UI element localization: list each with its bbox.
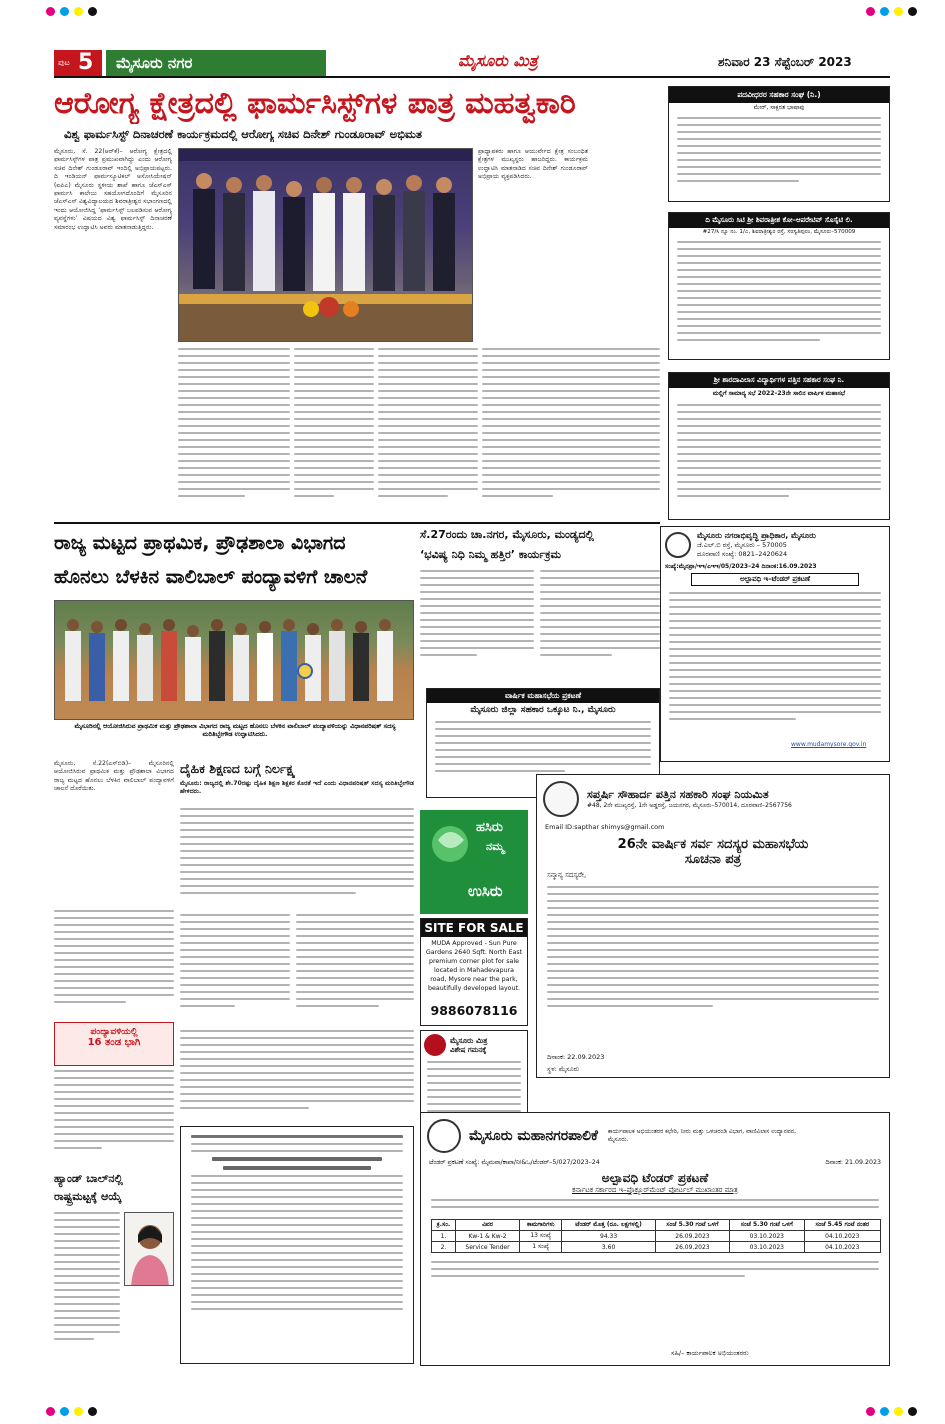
- lead-column-2: [478, 148, 588, 342]
- portrait-illustration: [125, 1213, 174, 1286]
- muda-address: ಜೆ.ಎಲ್.ಬಿ ರಸ್ತೆ, ಮೈಸೂರು – 570005: [697, 541, 787, 549]
- table-cell: 2.: [432, 1242, 456, 1253]
- table-header-cell: ಸಂಜೆ 5.30 ಗಂಟೆ ಒಳಗೆ: [730, 1220, 804, 1231]
- site-for-sale-ad: [420, 918, 528, 1026]
- page-tag: ಪುಟ: [58, 58, 70, 67]
- mcc-title: ಮೈಸೂರು ಮಹಾನಗರಪಾಲಿಕೆ: [469, 1128, 598, 1144]
- table-cell: 04.10.2023: [804, 1242, 880, 1253]
- tournament-box: [54, 1022, 174, 1066]
- paper-name: ಮೈಸೂರು ಮಿತ್ರ: [458, 51, 538, 70]
- mcc-footer-text: [421, 1255, 889, 1288]
- table-header-cell: ಟೆಂಡರ್ ಮೊತ್ತ (ರೂ. ಲಕ್ಷಗಳಲ್ಲಿ): [562, 1220, 655, 1231]
- police-society-ad: [180, 1126, 414, 1364]
- physical-ed-lead: ಮೈಸೂರು: ರಾಜ್ಯದಲ್ಲಿ ಶೇ.70ರಷ್ಟು ದೈಹಿಕ ಶಿಕ್ಷಣ ಶಿಕ್ಷಕರ ಕೊರತೆ ಇದೆ ಎಂದು ವಿಧಾನಪರಿಷತ್ ಸದಸ್ಯ ಮರಿತಿಬ್ಬೇಗೌಡ ಹೇಳಿದರು.: [180, 780, 414, 796]
- mitra-note: ವಿಶೇಷ ಗಮನಕ್ಕೆ: [450, 1045, 487, 1054]
- lead-column-1: ಮೈಸೂರು, ಸೆ. 22(ಆರ್‌ಕೆ)– ಆರೋಗ್ಯ ಕ್ಷೇತ್ರದಲ್ಲಿ ಫಾರ್ಮಸಿಸ್ಟ್‌ಗಳ ಪಾತ್ರ ಪ್ರಮುಖವಾಗಿದ್ದು ಎಂದು ಆರೋಗ್ಯ ಸಚಿವ ದಿನೇಶ್ ಗುಂಡೂರಾವ್ ಇಂದಿಲ್ಲಿ ಅಭಿಪ್ರಾಯಪಟ್ಟರು. ದಿ ಇಂಡಿಯನ್ ಫಾರ್ಮಸ್ಯೂಟಿಕಲ್ ಅಸೋಸಿಯೇಷನ್ (ಐಪಿಎ) ಮೈಸೂರು ಸ್ಥಳೀಯ ಶಾಖೆ ಹಾಗೂ ಜೆಎಸ್‌ಎಸ್ ಫಾರ್ಮಸಿ ಕಾಲೇಜು ಸಹಯೋಗದೊಂದಿಗೆ ಮೈಸೂರಿನ ಜೆಎಸ್‌ಎಸ್ ವಿಶ್ವವಿದ್ಯಾಲಯದ ಶಿವರಾತ್ರೀಶ್ವರ ಸಭಾಂಗಣದಲ್ಲಿ ಇಂದು ಆಯೋಜಿಸಿದ್ದ ‘ಫಾರ್ಮಸಿಸ್ಟ್ ಬಲಪಡಿಸುವ ಆರೋಗ್ಯ ವ್ಯವಸ್ಥೆಗಳು’ ವಿಷಯದ ವಿಶ್ವ ಫಾರ್ಮಸಿಸ್ಟ್ ದಿನಾಚರಣೆ ಸಮಾರಂಭ ಉದ್ಘಾಟಿಸಿ ಅವರು ಮಾತನಾಡುತ್ತಿದ್ದರು.: [54, 148, 172, 231]
- registration-marks-bottom: [6, 1406, 939, 1418]
- table-cell: 1 ಸಂಖ್ಯೆ: [520, 1242, 562, 1253]
- yellow-dot: [894, 7, 903, 16]
- lead-column-3: [178, 348, 290, 518]
- mcc-heading: ಅಲ್ಪಾವಧಿ ಟೆಂಡರ್ ಪ್ರಕಟಣೆ: [601, 1171, 709, 1185]
- cyan-dot: [60, 7, 69, 16]
- sharadavilasa-society-ad: [668, 372, 890, 520]
- middle-story-lower: [180, 1030, 414, 1120]
- table-cell: 04.10.2023: [804, 1231, 880, 1242]
- globe-leaf-icon: [420, 810, 528, 870]
- tournament-box-subtitle: 16 ತಂಡ ಭಾಗಿ: [87, 1037, 141, 1048]
- annual-meeting-body: [427, 717, 659, 781]
- registration-marks-top: [6, 6, 939, 18]
- muda-tender-ad: [660, 526, 890, 762]
- black-dot: [908, 7, 917, 16]
- table-header-cell: ವಿವರ: [455, 1220, 519, 1231]
- magenta-dot: [866, 1407, 875, 1416]
- handball-body: [54, 1212, 120, 1362]
- muda-emblem-icon: [665, 532, 691, 558]
- shivarathreesha-body: [669, 237, 889, 350]
- table-header-cell: ಸಂಜೆ 5.45 ಗಂಟೆ ನಂತರ: [804, 1220, 880, 1231]
- saptarshi-body: [537, 884, 889, 1014]
- page-number-badge: [54, 50, 102, 76]
- handball-headline-1: ಹ್ಯಾಂಡ್ ಬಾಲ್‌ನಲ್ಲಿ: [54, 1172, 123, 1185]
- shivarathreesha-society-ad: [668, 212, 890, 360]
- page-number: 5: [78, 50, 94, 75]
- mcc-reference: ಟೆಂಡರ್ ಪ್ರಕಟಣೆ ಸಂಖ್ಯೆ: ಮೈಮಪಾ/ಕಾಪಾ/ನೀ&ಒ/ಟೆಂಡರ್–5/027/2023–24: [429, 1159, 600, 1166]
- saptarshi-greeting: ಸನ್ಮಾನ್ಯ ಸದಸ್ಯರೇ,: [547, 871, 587, 879]
- yellow-dot: [74, 7, 83, 16]
- header-rule: [54, 76, 890, 78]
- graduates-society-body: [669, 113, 889, 191]
- mitra-name: ಮೈಸೂರು ಮಿತ್ರ: [450, 1035, 488, 1045]
- section-divider: [54, 522, 660, 524]
- player-portrait: [124, 1212, 174, 1286]
- saptarshi-email: Email ID:sapthar shimys@gmail.com: [545, 823, 665, 831]
- table-header-row: [432, 1220, 881, 1231]
- volleyball-photo: [54, 600, 414, 720]
- green-slogan-1: ಹಸಿರು: [476, 820, 503, 835]
- cyan-dot: [880, 7, 889, 16]
- physical-ed-body: [180, 808, 414, 908]
- physical-ed-col-a: [180, 914, 290, 1024]
- saptarshi-heading-2: ಸೂಚನಾ ಪತ್ರ: [684, 852, 742, 867]
- saptarshi-title: ಸಪ್ತರ್ಷಿ ಸೌಹಾರ್ದ ಪತ್ತಿನ ಸಹಕಾರಿ ಸಂಘ ನಿಯಮಿತ: [587, 788, 769, 801]
- volleyball-body: ಮೈಸೂರು, ಸೆ.22(ಎಸ್‌ಬಿಡಿ)– ಮೈಸೂರಿನಲ್ಲಿ ಆಯೋಜಿಸಿರುವ ಪ್ರಾಥಮಿಕ ಮತ್ತು ಪ್ರೌಢಶಾಲಾ ವಿಭಾಗದ ರಾಜ್ಯ ಮಟ್ಟದ ಹೊನಲು ಬೆಳಕಿನ ವಾಲಿಬಾಲ್ ಪಂದ್ಯಾವಳಿಗೆ ಚಾಲನೆ ದೊರೆಯಿತು.: [54, 760, 174, 793]
- table-cell: 13 ಸಂಖ್ಯೆ: [520, 1231, 562, 1242]
- site-sale-title: SITE FOR SALE: [421, 919, 527, 937]
- table-header-cell: ಸಂಜೆ 5.30 ಗಂಟೆ ಒಳಗೆ: [655, 1220, 729, 1231]
- table-row: [432, 1242, 881, 1253]
- mcc-subheading: ಕರ್ನಾಟಕ ಸರ್ಕಾರದ ಇ–ಪ್ರೊಕ್ಯೂರ್‌ಮೆಂಟ್ ಪೋರ್ಟಲ್ ಮುಖಾಂತರ ಮಾತ್ರ: [572, 1186, 738, 1194]
- shivarathreesha-address: #27/ಸಿ ನ್ಯೂ ನಂ. 1/ಎ, ಶಿವರಾತ್ರೀಶ್ವರ ರಸ್ತೆ, ಸರಸ್ವತಿಪುರಂ, ಮೈಸೂರು–570009: [702, 229, 856, 235]
- cyan-dot: [60, 1407, 69, 1416]
- saptarshi-place: ಸ್ಥಳ: ಮೈಸೂರು: [547, 1065, 580, 1073]
- saptarshi-emblem-icon: [543, 781, 579, 817]
- volleyball-headline-2: ಹೊನಲು ಬೆಳಕಿನ ವಾಲಿಬಾಲ್ ಪಂದ್ಯಾವಳಿಗೆ ಚಾಲನೆ: [54, 566, 368, 588]
- table-cell: Kw-1 & Kw-2: [455, 1231, 519, 1242]
- saptarshi-date: ದಿನಾಂಕ: 22.09.2023: [547, 1053, 605, 1061]
- sharadavilasa-title: ಶ್ರೀ ಶಾರದಾವಿಲಾಸ ವಿದ್ಯಾರ್ಥಿಗಳ ಪತ್ತಿನ ಸಹಕಾರ ಸಂಘ ನಿ.: [669, 373, 889, 388]
- sharadavilasa-sub: ಮಲ್ಲಿಗೆ ಸಾಮಾನ್ಯ ಸಭೆ 2022–23ನೇ ಸಾಲಿನ ವಾರ್ಷಿಕ ಮಹಾಸಭೆ: [712, 390, 846, 397]
- mcc-emblem-icon: [427, 1119, 461, 1153]
- event27-col-2: [540, 570, 660, 670]
- lead-headline: ಆರೋಗ್ಯ ಕ್ಷೇತ್ರದಲ್ಲಿ ಫಾರ್ಮಸಿಸ್ಟ್‌ಗಳ ಪಾತ್ರ ಮಹತ್ವಕಾರಿ: [54, 86, 576, 121]
- saptarshi-heading: 26ನೇ ವಾರ್ಷಿಕ ಸರ್ವ ಸದಸ್ಯರ ಮಹಾಸಭೆಯ: [617, 837, 809, 852]
- shivarathreesha-title: ದಿ ಮೈಸೂರು ಸಿಟಿ ಶ್ರೀ ಶಿವರಾತ್ರೀಶ ಕೋ–ಆಪರೇಟಿವ್ ಸೊಸೈಟಿ ಲಿ.: [669, 213, 889, 228]
- table-row: [432, 1231, 881, 1242]
- muda-phone: ದೂರವಾಣಿ ಸಂಖ್ಯೆ: 0821–2420624: [697, 550, 788, 558]
- section-title: ಮೈಸೂರು ನಗರ: [106, 50, 326, 76]
- table-header-cell: ಕ್ರ.ಸಂ.: [432, 1220, 456, 1231]
- black-dot: [88, 1407, 97, 1416]
- saptarshi-notice-ad: [536, 774, 890, 1078]
- volleyball-caption: ಮೈಸೂರಿನಲ್ಲಿ ಆಯೋಜಿಸಿರುವ ಪ್ರಾಥಮಿಕ ಮತ್ತು ಪ್ರೌಢಶಾಲಾ ವಿಭಾಗದ ರಾಜ್ಯ ಮಟ್ಟದ ಹೊನಲು ಬೆಳಕಿನ ವಾಲಿಬಾಲ್ ಪಂದ್ಯಾವಳಿಯನ್ನು ವಿಧಾನಪರಿಷತ್ ಸದಸ್ಯ ಮರಿತಿಬ್ಬೇಗೌಡ ಉದ್ಘಾಟಿಸಿದರು.: [74, 722, 396, 738]
- green-slogan-3: ಉಸಿರು: [468, 882, 503, 900]
- lead-column-5: [378, 348, 478, 518]
- mcc-tender-ad: [420, 1112, 890, 1366]
- annual-meeting-head: ವಾರ್ಷಿಕ ಮಹಾಸಭೆಯ ಪ್ರಕಟಣೆ: [427, 689, 659, 703]
- volleyball-body-lines: [54, 910, 174, 1018]
- physical-ed-headline: ದೈಹಿಕ ಶಿಕ್ಷಣದ ಬಗ್ಗೆ ನಿರ್ಲಕ್ಷ್ಯ: [180, 761, 296, 776]
- muda-reference: ಸಂಖ್ಯೆ:ಮೈನಪ್ರಾ/ಇಇ/ಎಇಇ/05/2023–24 ದಿನಾಂಕ:16.09.2023: [665, 563, 817, 570]
- graduates-society-sub: ಮೇರ್, ಸಾಕ್ಷರತ ಭಾಷಾಪು: [753, 104, 805, 111]
- stage-photo-illustration: [179, 149, 473, 342]
- yellow-dot: [894, 1407, 903, 1416]
- lead-photo: [178, 148, 473, 342]
- lead-column-2-text: ಪ್ರಾಧ್ಯಾಪಕರು ಹಾಗೂ ಆಯುರ್ವೇದ ಕ್ಷೇತ್ರ ಸಂಬಂಧಿತ ಕ್ಷೇತ್ರಗಳ ಮುಖ್ಯಸ್ಥರು ಹಾಜರಿದ್ದರು. ಕಾರ್ಯಕ್ರಮ ಉದ್ಘಾಟಿಸಿ ಮಾತನಾಡಿದ ಸಚಿವ ದಿನೇಶ್ ಗುಂಡೂರಾವ್ ಅಭಿಪ್ರಾಯ ವ್ಯಕ್ತಪಡಿಸಿದರು.: [478, 148, 588, 181]
- mitra-logo-icon: [424, 1034, 446, 1056]
- magenta-dot: [46, 1407, 55, 1416]
- event27-headline-2: ‘ಭವಿಷ್ಯ ನಿಧಿ ನಿಮ್ಮ ಹತ್ತಿರ’ ಕಾರ್ಯಕ್ರಮ: [420, 548, 561, 561]
- mcc-intro: [421, 1195, 889, 1217]
- magenta-dot: [866, 7, 875, 16]
- lead-subhead: ವಿಶ್ವ ಫಾರ್ಮಸಿಸ್ಟ್ ದಿನಾಚರಣೆ ಕಾರ್ಯಕ್ರಮದಲ್ಲಿ ಆರೋಗ್ಯ ಸಚಿವ ದಿನೇಶ್ ಗುಂಡೂರಾವ್ ಅಭಿಮತ: [64, 127, 422, 141]
- muda-tender-body: [661, 588, 889, 729]
- event27-col-1: [420, 570, 534, 670]
- volleyball-headline-1: ರಾಜ್ಯ ಮಟ್ಟದ ಪ್ರಾಥಮಿಕ, ಪ್ರೌಢಶಾಲಾ ವಿಭಾಗದ: [54, 532, 346, 554]
- site-sale-text: MUDA Approved - Sun Pure Gardens 2640 Sqft. North East premium corner plot for sale located in Mahadevapura road, Mysore near the park, beautifully developed layout.: [425, 940, 523, 992]
- graduates-society-title: ಪದವೀಧರರ ಸಹಕಾರ ಸಂಘ (ನಿ.): [669, 87, 889, 103]
- graduates-society-ad: [668, 86, 890, 202]
- yellow-dot: [74, 1407, 83, 1416]
- mcc-office: ಕಾರ್ಯಪಾಲಕ ಅಭಿಯಂತರರ ಕಛೇರಿ, ನೀರು ಮತ್ತು ಒಳಚರಂಡಿ ವಿಭಾಗ, ವಾಣಿವಿಲಾಸ ಉದ್ಯಾನವನ, ಮೈಸೂರು.: [607, 1128, 797, 1143]
- mcc-signature: ಸಹಿ/– ಕಾರ್ಯಪಾಲಕ ಅಭಿಯಂತರರು: [671, 1349, 749, 1357]
- table-cell: 3.60: [562, 1242, 655, 1253]
- issue-date: ಶನಿವಾರ 23 ಸೆಪ್ಟೆಂಬರ್ 2023: [718, 55, 852, 69]
- table-cell: 03.10.2023: [730, 1242, 804, 1253]
- physical-ed-col-b: [296, 914, 414, 1024]
- table-cell: 03.10.2023: [730, 1231, 804, 1242]
- table-cell: Service Tender: [455, 1242, 519, 1253]
- sharadavilasa-body: [669, 400, 889, 506]
- lead-column-4: [294, 348, 374, 518]
- page-header: [54, 50, 890, 76]
- handball-headline-2: ರಾಷ್ಟ್ರಮಟ್ಟಕ್ಕೆ ಆಯ್ಕೆ: [54, 1190, 122, 1203]
- table-header-cell: ಕಾಮಗಾರಿಗಳು: [520, 1220, 562, 1231]
- saptarshi-address: #48, 2ನೇ ಮುಖ್ಯರಸ್ತೆ, 1ನೇ ಅಡ್ಡರಸ್ತೆ, ಜಯನಗರ, ಮೈಸೂರು–570014, ದೂರವಾಣಿ–2567756: [587, 802, 792, 809]
- mcc-tender-table: [431, 1219, 881, 1253]
- black-dot: [88, 7, 97, 16]
- muda-website-link[interactable]: www.mudamysore.gov.in: [791, 741, 867, 748]
- green-slogan-2: ನಮ್ಮ: [486, 840, 505, 853]
- muda-tender-label: ಅಲ್ಪಾವಧಿ ಇ–ಟೆಂಡರ್ ಪ್ರಕಟಣೆ: [691, 573, 859, 586]
- mcc-date: ದಿನಾಂಕ: 21.09.2023: [825, 1159, 881, 1166]
- muda-title: ಮೈಸೂರು ನಗರಾಭಿವೃದ್ಧಿ ಪ್ರಾಧಿಕಾರ, ಮೈಸೂರು: [697, 531, 816, 540]
- table-cell: 1.: [432, 1231, 456, 1242]
- tournament-box-title: ಪಂದ್ಯಾವಳಿಯಲ್ಲಿ: [90, 1027, 138, 1037]
- event27-headline-1: ಸೆ.27ರಂದು ಚಾ.ನಗರ, ಮೈಸೂರು, ಮಂಡ್ಯದಲ್ಲಿ: [420, 528, 594, 541]
- volleyball-photo-illustration: [55, 601, 414, 720]
- tournament-box-text: [54, 1070, 174, 1170]
- green-slogan-ad: [420, 810, 528, 914]
- magenta-dot: [46, 7, 55, 16]
- table-cell: 94.33: [562, 1231, 655, 1242]
- black-dot: [908, 1407, 917, 1416]
- police-society-text: [181, 1127, 413, 1323]
- table-cell: 26.09.2023: [655, 1231, 729, 1242]
- site-sale-phone: 9886078116: [430, 1003, 518, 1018]
- lead-column-6: [482, 348, 660, 518]
- annual-meeting-org: ಮೈಸೂರು ಜಿಲ್ಲಾ ಸಹಕಾರ ಒಕ್ಕೂಟ ನಿ., ಮೈಸೂರು: [470, 705, 616, 715]
- cyan-dot: [880, 1407, 889, 1416]
- table-cell: 26.09.2023: [655, 1242, 729, 1253]
